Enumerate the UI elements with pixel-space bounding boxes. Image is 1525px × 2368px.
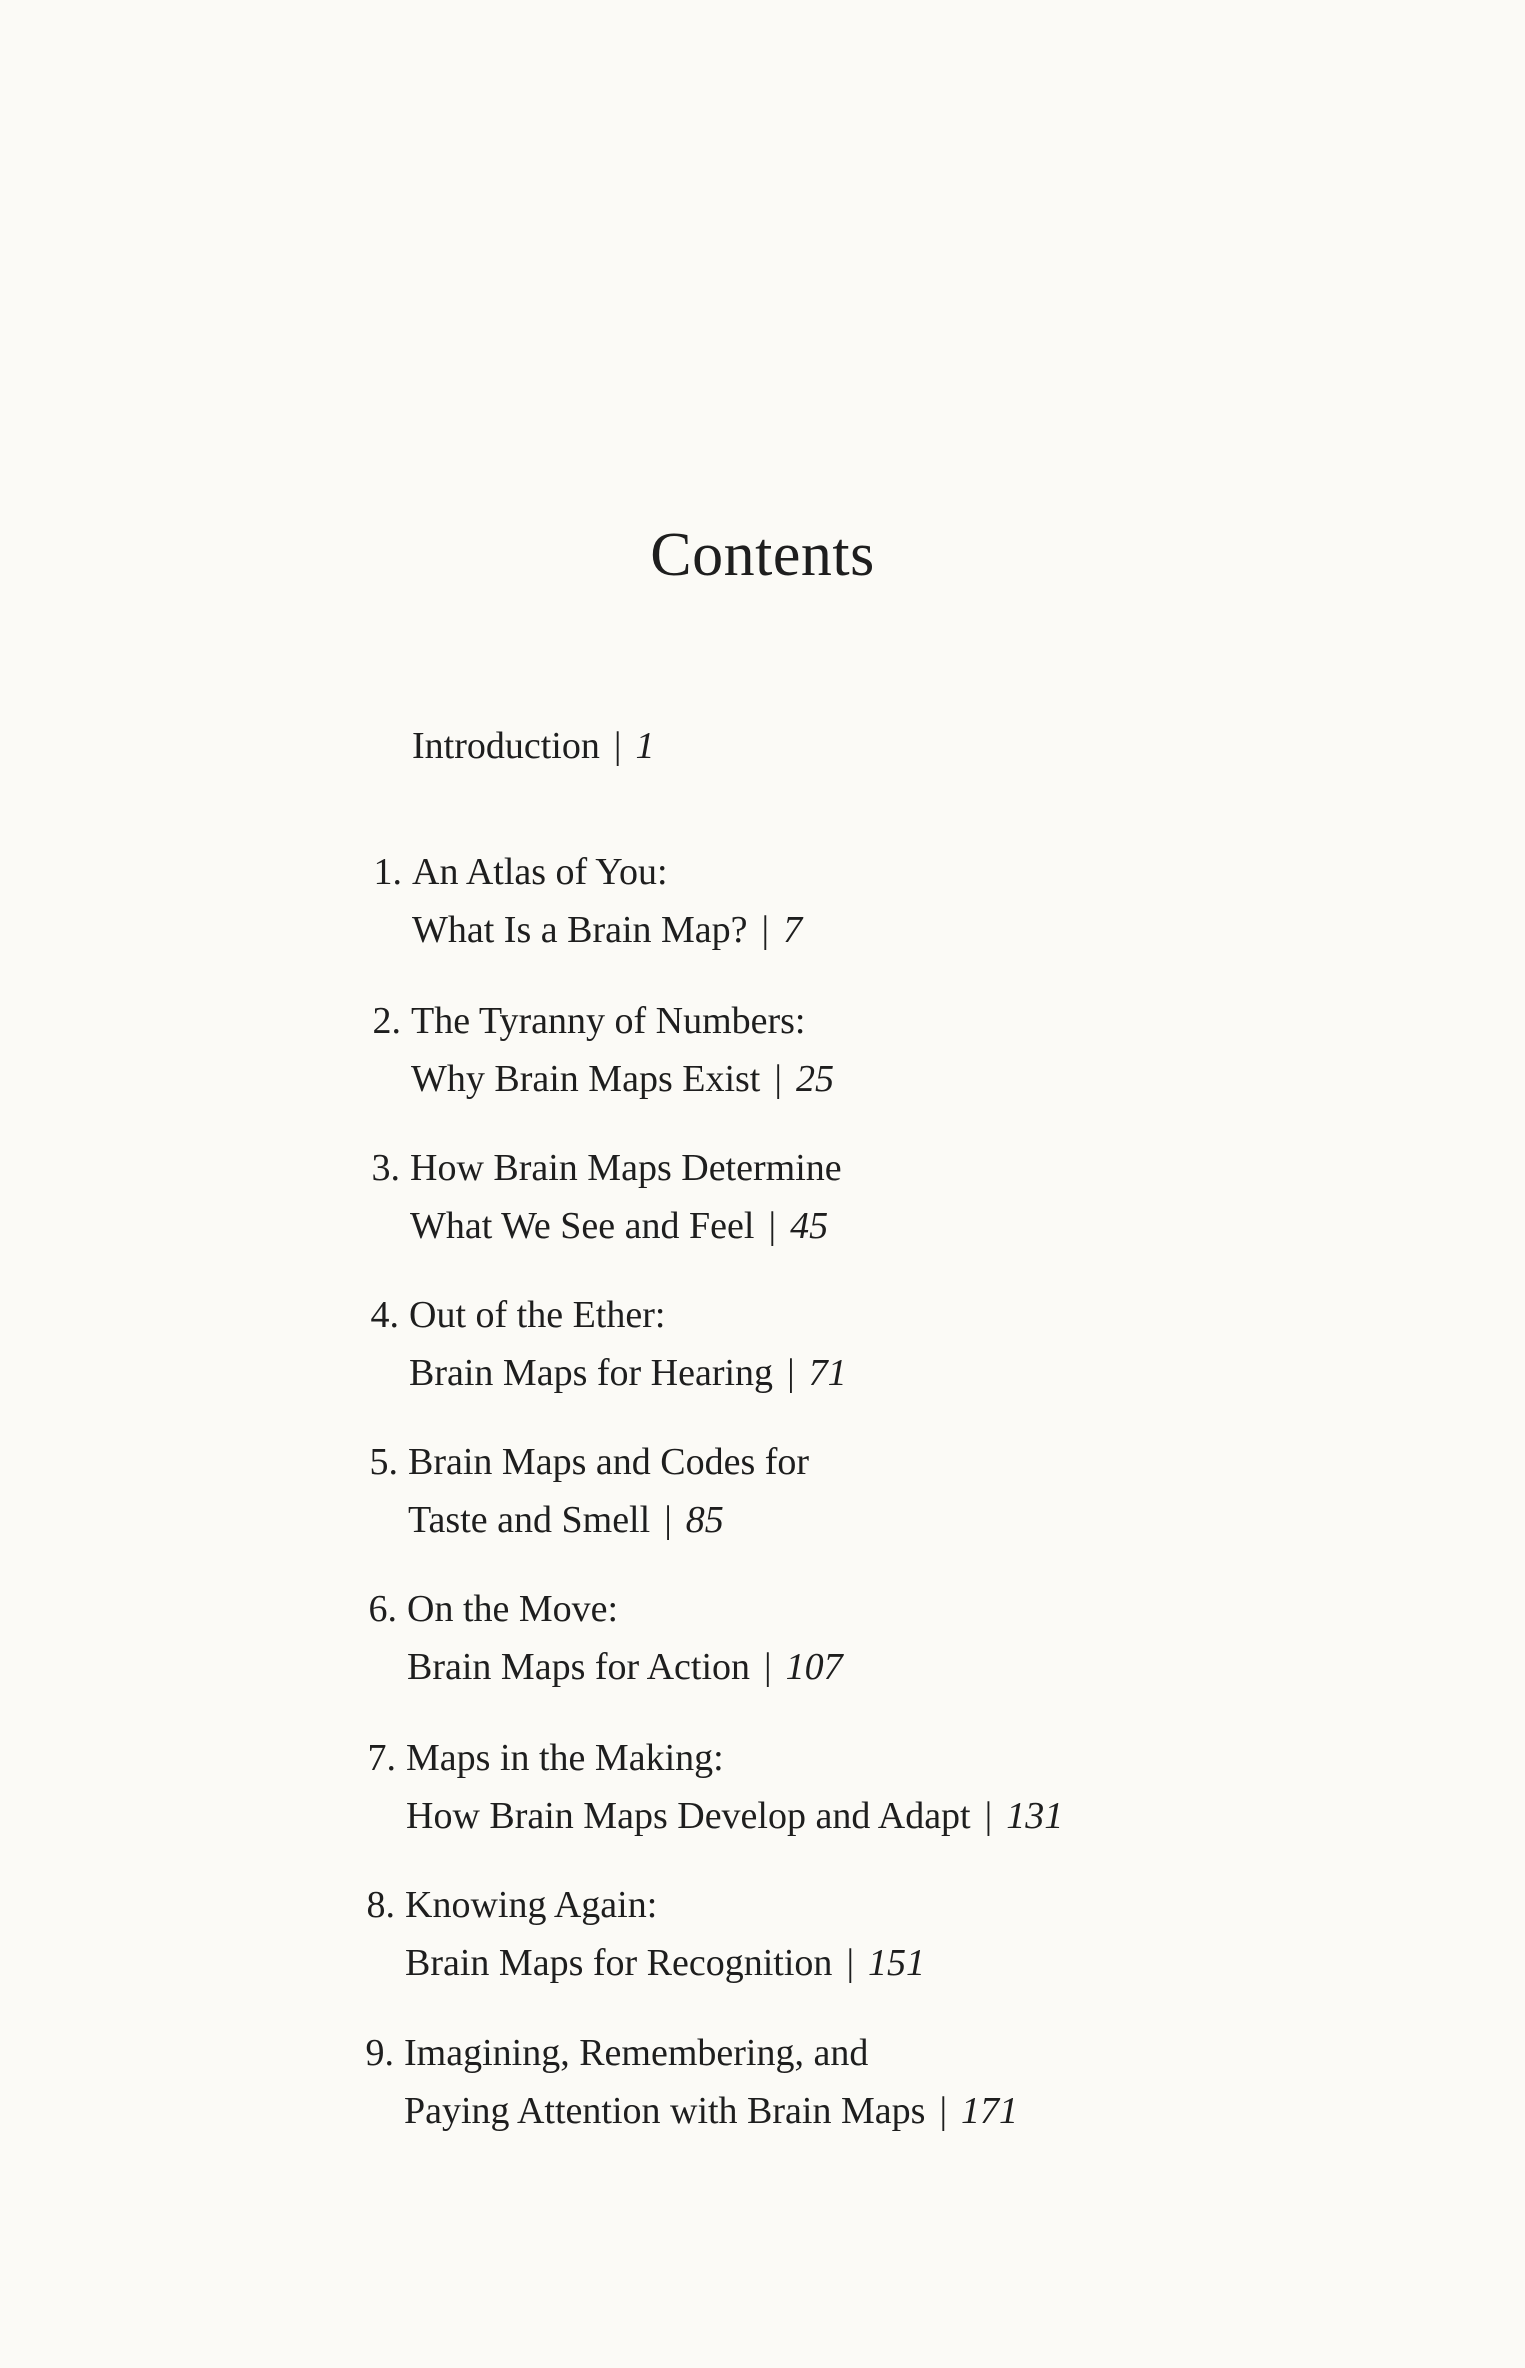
page-number: 171 bbox=[961, 2090, 1019, 2132]
chapter-title-line-2: Why Brain Maps Exist bbox=[411, 1058, 761, 1100]
chapter-title-line-1: Maps in the Making: bbox=[406, 1737, 724, 1779]
separator: | bbox=[846, 1942, 855, 1984]
chapter-title-line-2: Brain Maps for Hearing bbox=[409, 1352, 774, 1394]
separator: | bbox=[664, 1499, 672, 1541]
page-number: 7 bbox=[783, 909, 803, 951]
chapter-title-line-2: How Brain Maps Develop and Adapt bbox=[406, 1795, 971, 1837]
chapter-title-line-2: Taste and Smell bbox=[408, 1499, 651, 1541]
chapter-number: 5. bbox=[369, 1441, 398, 1483]
chapter-title-line-2: Paying Attention with Brain Maps bbox=[404, 2090, 926, 2132]
chapter-title-line-1: On the Move: bbox=[407, 1588, 619, 1630]
separator: | bbox=[613, 725, 622, 767]
chapter-title-line-1: How Brain Maps Determine bbox=[410, 1147, 842, 1189]
page-number: 71 bbox=[808, 1352, 847, 1394]
chapter-title-line-1: Imagining, Remembering, and bbox=[404, 2032, 869, 2074]
separator: | bbox=[774, 1058, 782, 1100]
separator: | bbox=[787, 1352, 795, 1394]
page-number: 131 bbox=[1006, 1795, 1064, 1837]
chapter-title-line-1: The Tyranny of Numbers: bbox=[411, 1000, 806, 1042]
page-number: 1 bbox=[635, 725, 655, 767]
chapter-number: 4. bbox=[370, 1294, 399, 1336]
chapter-title-line-2: Brain Maps for Recognition bbox=[405, 1942, 833, 1984]
chapter-title-line-2: Brain Maps for Action bbox=[407, 1646, 751, 1688]
chapter-number: 1. bbox=[373, 851, 402, 893]
separator: | bbox=[939, 2090, 948, 2132]
chapter-title-line-1: Out of the Ether: bbox=[409, 1294, 666, 1336]
entry-title: Introduction bbox=[412, 725, 600, 767]
page-number: 85 bbox=[685, 1499, 724, 1541]
toc-entry-chapter-6 bbox=[368, 1580, 843, 1696]
toc-entry-chapter-4 bbox=[370, 1286, 847, 1402]
separator: | bbox=[764, 1646, 772, 1688]
chapter-title-line-2: What Is a Brain Map? bbox=[412, 909, 748, 951]
toc-entry-chapter-5 bbox=[369, 1433, 810, 1549]
toc-entry-introduction bbox=[412, 717, 654, 775]
toc-entry-chapter-1 bbox=[373, 843, 803, 959]
page-number: 45 bbox=[790, 1205, 829, 1247]
page-number: 107 bbox=[785, 1646, 843, 1688]
chapter-title-line-1: Knowing Again: bbox=[405, 1884, 658, 1926]
chapter-title-line-1: Brain Maps and Codes for bbox=[408, 1441, 810, 1483]
page-title: Contents bbox=[650, 521, 875, 589]
separator: | bbox=[761, 909, 770, 951]
separator: | bbox=[768, 1205, 777, 1247]
page-number: 151 bbox=[868, 1942, 926, 1984]
chapter-number: 3. bbox=[371, 1147, 400, 1189]
chapter-title-line-1: An Atlas of You: bbox=[412, 851, 668, 893]
toc-entry-chapter-2 bbox=[372, 992, 834, 1108]
chapter-number: 8. bbox=[366, 1884, 395, 1926]
toc-entry-chapter-3 bbox=[371, 1139, 842, 1255]
toc-entry-chapter-7 bbox=[367, 1729, 1064, 1845]
chapter-number: 6. bbox=[368, 1588, 397, 1630]
separator: | bbox=[984, 1795, 993, 1837]
toc-entry-chapter-8 bbox=[366, 1876, 926, 1992]
chapter-number: 7. bbox=[367, 1737, 396, 1779]
page-number: 25 bbox=[795, 1058, 834, 1100]
chapter-number: 9. bbox=[365, 2032, 394, 2074]
chapter-title-line-2: What We See and Feel bbox=[410, 1205, 755, 1247]
toc-entry-chapter-9 bbox=[365, 2024, 1019, 2140]
chapter-number: 2. bbox=[372, 1000, 401, 1042]
